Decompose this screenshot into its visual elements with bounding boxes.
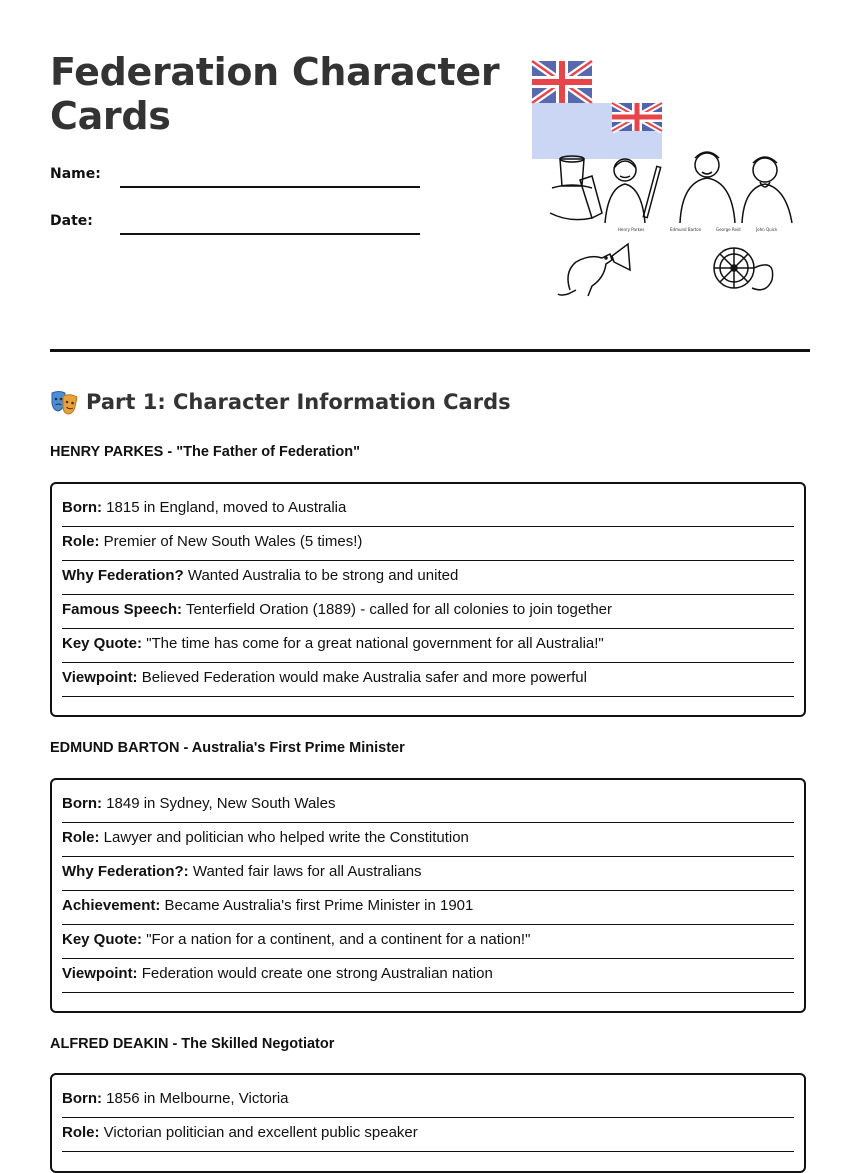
card-row-why-federation: Why Federation?: Wanted fair laws for all Australians: [62, 858, 794, 891]
worksheet-header: [50, 0, 810, 352]
portrait-edmund-barton-icon: [680, 152, 735, 223]
theater-masks-icon: [50, 388, 78, 416]
card-row-why-federation: Why Federation? Wanted Australia to be strong and united: [62, 562, 794, 595]
character-title-alfred-deakin: ALFRED DEAKIN - The Skilled Negotiator: [50, 1036, 335, 1052]
worksheet-page: [50, 0, 810, 1141]
page-title: Federation Character Cards: [50, 50, 500, 138]
card-row-viewpoint: Viewpoint: Federation would create one strong Australian nation: [62, 960, 794, 993]
card-row-key-quote: Key Quote: "The time has come for a great national government for all Australia!": [62, 630, 794, 663]
card-row-viewpoint: Viewpoint: Believed Federation would make Australia safer and more powerful: [62, 664, 794, 697]
caption-henry-parkes: Henry Parkes: [618, 227, 645, 232]
scroll-icon: [550, 176, 602, 220]
caption-george-reid: George Reid: [716, 227, 741, 232]
ship-wheel-icon: [714, 248, 773, 290]
character-title-henry-parkes: HENRY PARKES - "The Father of Federation": [50, 444, 360, 460]
card-row-achievement: Achievement: Became Australia's first Prime Minister in 1901: [62, 892, 794, 925]
character-card-henry-parkes: [50, 482, 806, 717]
character-title-edmund-barton: EDMUND BARTON - Australia's First Prime Minister: [50, 740, 405, 756]
date-field[interactable]: [120, 233, 420, 235]
character-card-alfred-deakin: [50, 1073, 806, 1173]
caption-john-quick: John Quick: [756, 227, 778, 232]
card-row-born: Born: 1856 in Melbourne, Victoria: [62, 1085, 794, 1118]
card-row-role: Role: Victorian politician and excellent public speaker: [62, 1119, 794, 1152]
union-jack-flag-icon: [532, 61, 592, 103]
card-row-role: Role: Lawyer and politician who helped write the Constitution: [62, 824, 794, 857]
character-card-edmund-barton: [50, 778, 806, 1013]
part-1-heading: [50, 388, 511, 416]
caption-edmund-barton: Edmund Barton: [670, 227, 702, 232]
federation-illustration: [530, 58, 800, 303]
portrait-john-quick-icon: [742, 157, 792, 223]
portrait-henry-parkes-icon: [605, 159, 661, 223]
australian-flag-icon: [532, 103, 662, 159]
card-row-born: Born: 1849 in Sydney, New South Wales: [62, 790, 794, 823]
header-divider: [50, 349, 810, 352]
card-row-key-quote: Key Quote: "For a nation for a continent, and a continent for a nation!": [62, 926, 794, 959]
top-hat-icon: [552, 156, 592, 188]
card-row-role: Role: Premier of New South Wales (5 times!): [62, 528, 794, 561]
card-row-famous-speech: Famous Speech: Tenterfield Oration (1889) - called for all colonies to join together: [62, 596, 794, 629]
kangaroo-megaphone-icon: [558, 244, 630, 296]
card-row-born: Born: 1815 in England, moved to Australia: [62, 494, 794, 527]
part-1-heading-text: Part 1: Character Information Cards: [86, 390, 511, 414]
date-label: Date:: [50, 213, 93, 229]
name-label: Name:: [50, 166, 101, 182]
name-field[interactable]: [120, 186, 420, 188]
